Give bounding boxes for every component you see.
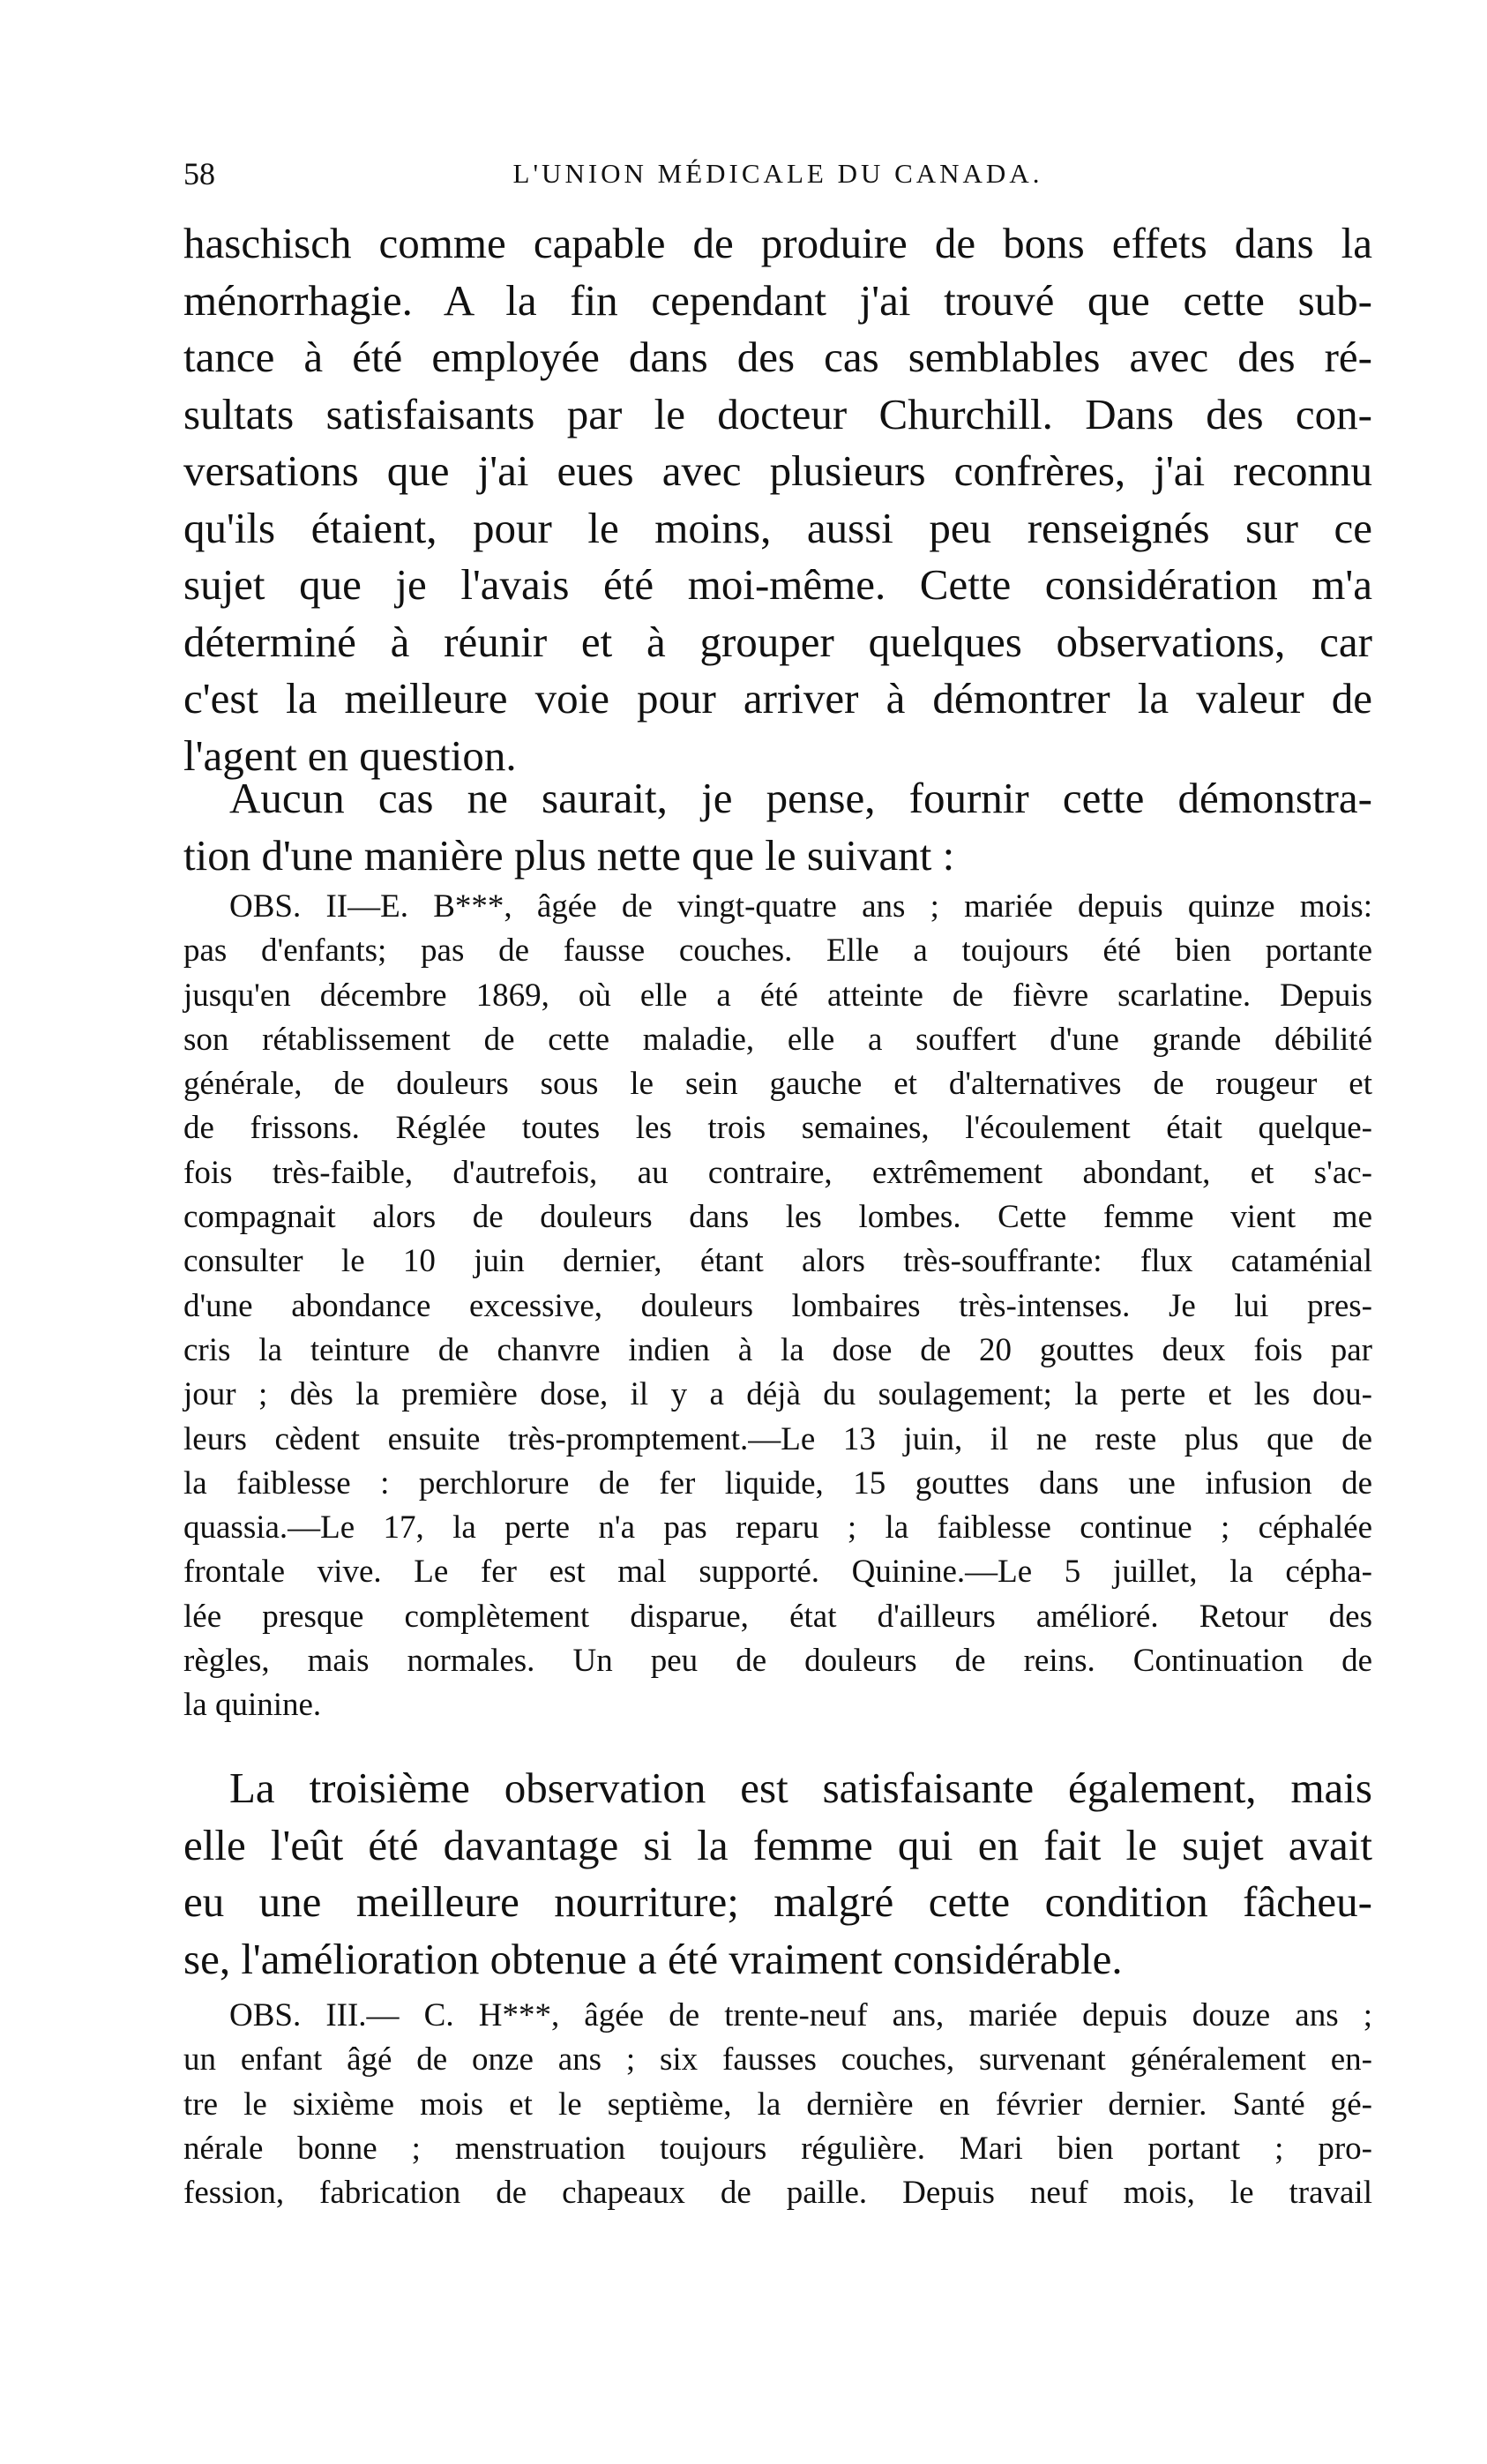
- paragraph-intro: [183, 215, 1372, 784]
- text-line: La troisième observation est satisfaisante également, mais: [229, 1764, 1372, 1812]
- text-line: de frissons. Réglée toutes les trois semaines, l'écoulement était quelque-: [183, 1110, 1372, 1147]
- text-line: pas d'enfants; pas de fausse couches. Elle a toujours été bien portante: [183, 932, 1372, 970]
- text-line: se, l'amélioration obtenue a été vraiment considérable.: [183, 1934, 1123, 1983]
- text-line: lée presque complètement disparue, état d'ailleurs amélioré. Retour des: [183, 1598, 1372, 1635]
- text-line: consulter le 10 juin dernier, étant alors très-souffrante: flux cataménial: [183, 1243, 1372, 1280]
- running-head: L'UNION MÉDICALE DU CANADA.: [512, 158, 1043, 189]
- text-line: tion d'une manière plus nette que le suivant :: [183, 830, 955, 880]
- text-line: leurs cèdent ensuite très-promptement.—Le 13 juin, il ne reste plus que de: [183, 1420, 1372, 1457]
- observation-3: [183, 1994, 1372, 2215]
- text-line: elle l'eût été davantage si la femme qui en fait le sujet avait: [183, 1820, 1372, 1869]
- text-line: quassia.—Le 17, la perte n'a pas reparu ; la faiblesse continue ; céphalée: [183, 1509, 1372, 1547]
- text-line: la faiblesse : perchlorure de fer liquide, 15 gouttes dans une infusion de: [183, 1464, 1372, 1502]
- text-line: OBS. II—E. B***, âgée de vingt-quatre ans ; mariée depuis quinze mois:: [229, 888, 1372, 925]
- page-header: [183, 152, 1372, 196]
- paragraph-transition: [183, 770, 1372, 884]
- text-line: compagnait alors de douleurs dans les lombes. Cette femme vient me: [183, 1199, 1372, 1236]
- text-line: un enfant âgé de onze ans ; six fausses couches, survenant généralement en-: [183, 2041, 1372, 2078]
- text-line: tre le sixième mois et le septième, la dernière en février dernier. Santé gé-: [183, 2086, 1372, 2123]
- text-line: jour ; dès la première dose, il y a déjà du soulagement; la perte et les dou-: [183, 1376, 1372, 1413]
- observation-2: [183, 885, 1372, 1728]
- text-line: d'une abondance excessive, douleurs lombaires très-intenses. Je lui pres-: [183, 1287, 1372, 1324]
- text-line: haschisch comme capable de produire de bons effets dans la: [183, 219, 1372, 267]
- text-line: l'agent en question.: [183, 730, 517, 780]
- paragraph-third-observation: [183, 1760, 1372, 1988]
- text-line: jusqu'en décembre 1869, où elle a été atteinte de fièvre scarlatine. Depuis: [183, 977, 1372, 1014]
- text-line: c'est la meilleure voie pour arriver à démontrer la valeur de: [183, 674, 1372, 723]
- text-line: nérale bonne ; menstruation toujours régulière. Mari bien portant ; pro-: [183, 2130, 1372, 2167]
- text-line: déterminé à réunir et à grouper quelques observations, car: [183, 617, 1372, 666]
- text-line: eu une meilleure nourriture; malgré cette condition fâcheu-: [183, 1877, 1372, 1926]
- text-line: sultats satisfaisants par le docteur Churchill. Dans des con-: [183, 389, 1372, 438]
- text-line: frontale vive. Le fer est mal supporté. Quinine.—Le 5 juillet, la cépha-: [183, 1554, 1372, 1591]
- text-line: règles, mais normales. Un peu de douleurs de reins. Continuation de: [183, 1643, 1372, 1680]
- text-line: Aucun cas ne saurait, je pense, fournir cette démonstra-: [229, 774, 1372, 822]
- page-number: 58: [183, 156, 215, 191]
- text-line: versations que j'ai eues avec plusieurs confrères, j'ai reconnu: [183, 446, 1372, 495]
- text-line: sujet que je l'avais été moi-même. Cette considération m'a: [183, 560, 1372, 609]
- text-line: cris la teinture de chanvre indien à la dose de 20 gouttes deux fois par: [183, 1331, 1372, 1368]
- text-line: tance à été employée dans des cas semblables avec des ré-: [183, 333, 1372, 381]
- text-line: générale, de douleurs sous le sein gauche et d'alternatives de rougeur et: [183, 1066, 1372, 1103]
- text-line: ménorrhagie. A la fin cependant j'ai trouvé que cette sub-: [183, 275, 1372, 325]
- text-line: qu'ils étaient, pour le moins, aussi peu renseignés sur ce: [183, 503, 1372, 552]
- text-line: OBS. III.— C. H***, âgée de trente-neuf ans, mariée depuis douze ans ;: [229, 1997, 1372, 2033]
- text-line: la quinine.: [183, 1687, 322, 1724]
- text-line: fois très-faible, d'autrefois, au contraire, extrêmement abondant, et s'ac-: [183, 1154, 1372, 1191]
- text-line: fession, fabrication de chapeaux de paille. Depuis neuf mois, le travail: [183, 2175, 1372, 2212]
- text-line: son rétablissement de cette maladie, elle a souffert d'une grande débilité: [183, 1021, 1372, 1058]
